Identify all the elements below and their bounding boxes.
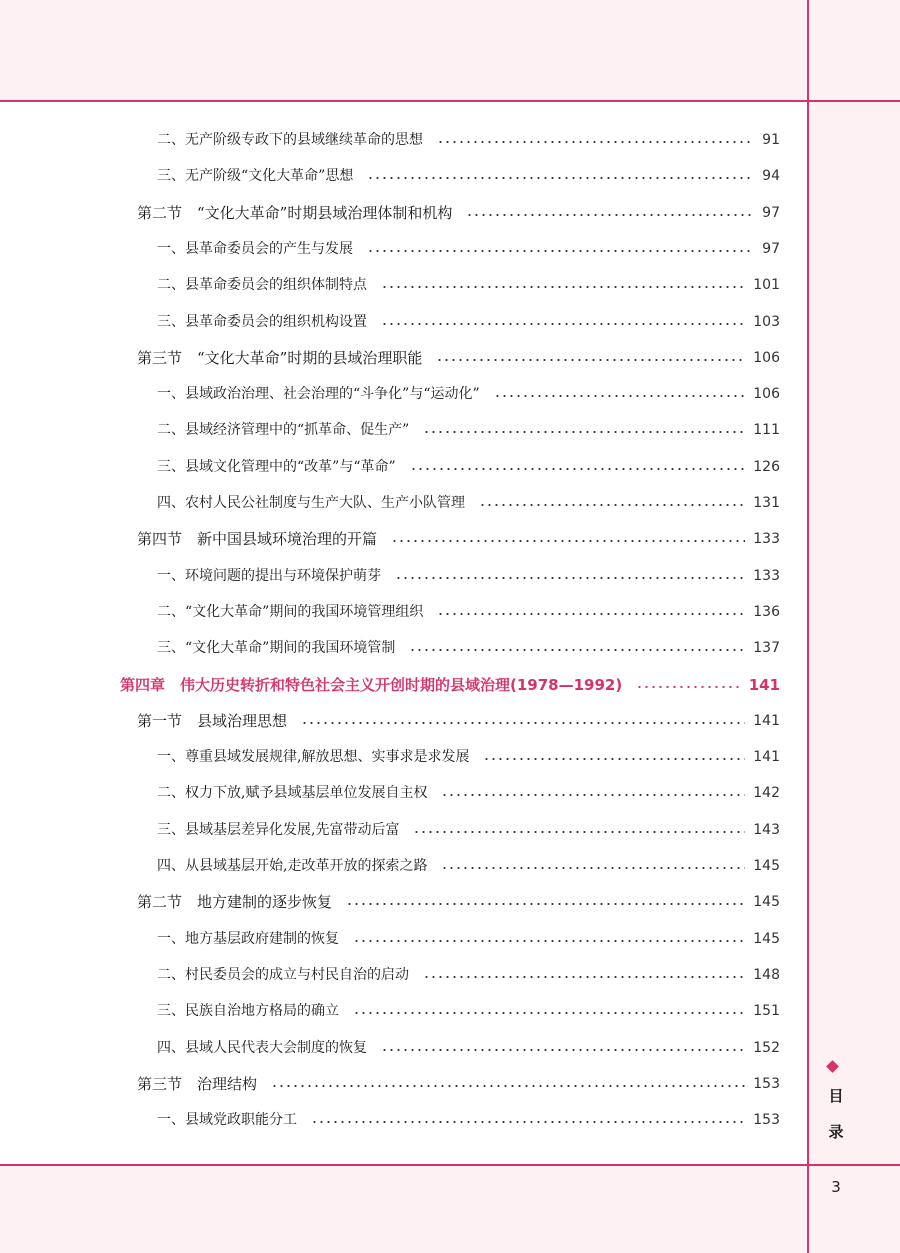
toc-title: 一、环境问题的提出与环境保护萌芽 [157, 567, 381, 584]
toc-chapter[interactable] [120, 673, 780, 697]
toc-leader-dots [367, 177, 754, 179]
toc-title: 第三节 治理结构 [137, 1074, 258, 1093]
toc-leader-dots [311, 1121, 745, 1123]
toc-page-number: 137 [753, 640, 780, 657]
toc-title: 一、尊重县域发展规律,解放思想、实事求是求发展 [157, 749, 470, 766]
toc-page-number: 145 [753, 930, 780, 947]
toc-subsection[interactable] [157, 418, 780, 442]
toc-title: 三、县域文化管理中的“改革”与“革命” [157, 458, 396, 475]
diamond-icon [826, 1060, 839, 1073]
toc-title: 二、“文化大革命”期间的我国环境管理组织 [157, 603, 424, 620]
toc-title: 四、农村人民公社制度与生产大队、生产小队管理 [157, 495, 465, 511]
toc-leader-dots [381, 323, 745, 325]
toc-page-number: 131 [753, 495, 780, 511]
toc-title: 三、民族自治地方格局的确立 [157, 1003, 339, 1020]
toc-title: 第二节 “文化大革命”时期县域治理体制和机构 [137, 203, 453, 222]
toc-leader-dots [423, 976, 745, 978]
sidebar-label-char-2: 录 [828, 1123, 844, 1141]
toc-title: 第一节 县域治理思想 [137, 711, 288, 730]
toc-page-number: 91 [762, 132, 780, 148]
toc-page-number: 133 [753, 567, 780, 584]
toc-page-number: 97 [762, 204, 780, 221]
page-number: 3 [831, 1178, 841, 1196]
toc-leader-dots [395, 577, 745, 579]
toc-leader-dots [391, 540, 745, 542]
toc-subsection[interactable] [157, 310, 780, 334]
toc-subsection[interactable] [157, 164, 780, 188]
toc-leader-dots [271, 1085, 745, 1087]
toc-subsection[interactable] [157, 1108, 780, 1132]
toc-subsection[interactable] [157, 455, 780, 479]
toc-leader-dots [436, 359, 745, 361]
toc-leader-dots [466, 214, 754, 216]
page-content [0, 102, 807, 1164]
toc-page-number: 152 [753, 1039, 780, 1056]
toc-title: 一、县域政治治理、社会治理的“斗争化”与“运动化” [157, 386, 480, 403]
toc-subsection[interactable] [157, 491, 780, 515]
toc-subsection[interactable] [157, 237, 780, 261]
toc-title: 三、县域基层差异化发展,先富带动后富 [157, 821, 400, 838]
toc-leader-dots [441, 794, 745, 796]
toc-subsection[interactable] [157, 927, 780, 951]
toc-subsection[interactable] [157, 636, 780, 660]
toc-page-number: 111 [753, 422, 780, 439]
toc-section[interactable] [137, 527, 780, 551]
toc-page-number: 94 [762, 168, 780, 185]
bottom-rule [0, 1164, 900, 1166]
toc-title: 二、县革命委员会的组织体制特点 [157, 277, 367, 294]
toc-page-number: 136 [753, 603, 780, 620]
toc-leader-dots [479, 504, 745, 506]
toc-page-number: 97 [762, 240, 780, 257]
toc-title: 第四节 新中国县域环境治理的开篇 [137, 530, 378, 549]
toc-leader-dots [410, 468, 746, 470]
toc-subsection[interactable] [157, 564, 780, 588]
toc-page-number: 141 [748, 675, 780, 694]
toc-page-number: 126 [753, 458, 780, 475]
sidebar-label [826, 1078, 846, 1150]
toc-page-number: 133 [753, 531, 780, 548]
toc-subsection[interactable] [157, 963, 780, 987]
toc-page-number: 153 [753, 1075, 780, 1092]
toc-title: 二、权力下放,赋予县域基层单位发展自主权 [157, 785, 428, 802]
toc-title: 二、村民委员会的成立与村民自治的启动 [157, 966, 409, 983]
toc-page-number: 141 [753, 712, 780, 729]
toc-title: 第二节 地方建制的逐步恢复 [137, 893, 333, 912]
toc-subsection[interactable] [157, 818, 780, 842]
toc-title: 一、县域党政职能分工 [157, 1112, 297, 1129]
toc-subsection[interactable] [157, 999, 780, 1023]
toc-page-number: 143 [753, 821, 780, 838]
toc-page-number: 141 [753, 749, 780, 766]
toc-page-number: 151 [753, 1003, 780, 1020]
toc-section[interactable] [137, 346, 780, 370]
toc-leader-dots [346, 903, 745, 905]
toc-section[interactable] [137, 201, 780, 225]
toc-leader-dots [483, 758, 745, 760]
toc-title: 三、“文化大革命”期间的我国环境管制 [157, 640, 396, 657]
toc-leader-dots [423, 431, 745, 433]
toc-section[interactable] [137, 709, 780, 733]
toc-subsection[interactable] [157, 128, 780, 152]
toc-title: 四、县域人民代表大会制度的恢复 [157, 1039, 367, 1056]
toc-leader-dots [301, 722, 745, 724]
toc-subsection[interactable] [157, 1036, 780, 1060]
margin-rule [807, 0, 809, 1253]
toc-page-number: 103 [753, 313, 780, 330]
toc-leader-dots [381, 286, 745, 288]
sidebar-label-char-1: 目 [828, 1087, 844, 1105]
toc-page-number: 106 [753, 386, 780, 403]
toc-subsection[interactable] [157, 745, 780, 769]
toc-leader-dots [441, 867, 745, 869]
toc-page-number: 153 [753, 1112, 780, 1129]
toc-title: 四、从县域基层开始,走改革开放的探索之路 [157, 858, 428, 874]
toc-page-number: 142 [753, 785, 780, 802]
toc-title: 第四章 伟大历史转折和特色社会主义开创时期的县域治理(1978—1992) [120, 675, 623, 694]
toc-title: 一、县革命委员会的产生与发展 [157, 240, 353, 257]
toc-title: 二、无产阶级专政下的县域继续革命的思想 [157, 132, 423, 148]
toc-section[interactable] [137, 1072, 780, 1096]
toc-leader-dots [636, 686, 740, 688]
toc-subsection[interactable] [157, 781, 780, 805]
toc-subsection[interactable] [157, 382, 780, 406]
toc-leader-dots [353, 1012, 745, 1014]
toc-section[interactable] [137, 890, 780, 914]
toc-subsection[interactable] [157, 600, 780, 624]
toc-subsection[interactable] [157, 854, 780, 878]
toc-leader-dots [437, 613, 745, 615]
toc-page-number: 145 [753, 858, 780, 874]
toc-leader-dots [367, 250, 754, 252]
toc-title: 第三节 “文化大革命”时期的县域治理职能 [137, 348, 423, 367]
toc-leader-dots [494, 395, 746, 397]
toc-title: 一、地方基层政府建制的恢复 [157, 930, 339, 947]
toc-page-number: 145 [753, 894, 780, 911]
toc-title: 三、无产阶级“文化大革命”思想 [157, 168, 354, 185]
toc-leader-dots [409, 649, 745, 651]
toc-leader-dots [353, 940, 745, 942]
toc-leader-dots [413, 831, 745, 833]
toc-page-number: 106 [753, 349, 780, 366]
toc-leader-dots [437, 141, 754, 143]
toc-page-number: 101 [753, 277, 780, 294]
toc-leader-dots [381, 1049, 745, 1051]
toc-subsection[interactable] [157, 273, 780, 297]
toc-title: 三、县革命委员会的组织机构设置 [157, 313, 367, 330]
toc-title: 二、县域经济管理中的“抓革命、促生产” [157, 422, 410, 439]
toc-page-number: 148 [753, 966, 780, 983]
